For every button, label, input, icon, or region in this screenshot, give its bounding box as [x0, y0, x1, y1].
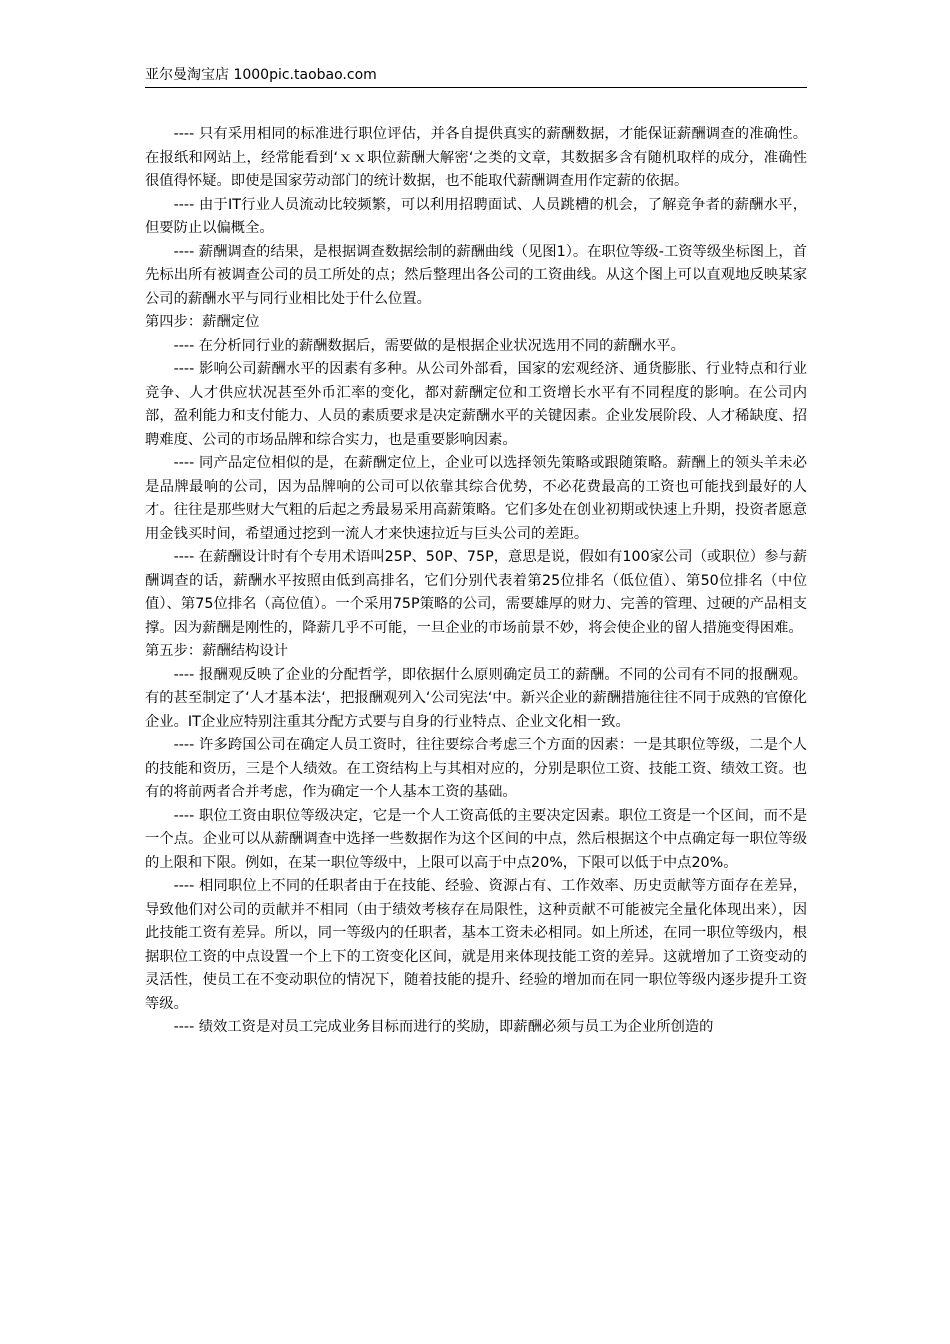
document-body — [145, 123, 807, 1040]
paragraph: ---- 报酬观反映了企业的分配哲学，即依据什么原则确定员工的薪酬。不同的公司有不同的报酬观。有的甚至制定了‘人才基本法‘，把报酬观列入‘公司宪法‘中。新兴企业的薪酬措施往往不同于成熟的官僚化企业。IT企业应特别注重其分配方式要与自身的行业特点、企业文化相一致。 — [145, 666, 807, 730]
paragraph: ---- 影响公司薪酬水平的因素有多种。从公司外部看，国家的宏观经济、通货膨胀、行业特点和行业竞争、人才供应状况甚至外币汇率的变化，都对薪酬定位和工资增长水平有不同程度的影响。在公司内部，盈利能力和支付能力、人员的素质要求是决定薪酬水平的关键因素。企业发展阶段、人才稀缺度、招聘难度、公司的市场品牌和综合实力，也是重要影响因素。 — [145, 361, 807, 448]
section-heading: 第四步：薪酬定位 — [145, 314, 260, 330]
paragraph: ---- 薪酬调查的结果，是根据调查数据绘制的薪酬曲线（见图1）。在职位等级-工资等级坐标图上，首先标出所有被调查公司的员工所处的点；然后整理出各公司的工资曲线。从这个图上可以直观地反映某家公司的薪酬水平与同行业相比处于什么位置。 — [145, 243, 807, 307]
paragraph: ---- 在薪酬设计时有个专用术语叫25P、50P、75P，意思是说，假如有100家公司（或职位）参与薪酬调查的话，薪酬水平按照由低到高排名，它们分别代表着第25位排名（低位值）、第50位排名（中位值）、第75位排名（高位值）。一个采用75P策略的公司，需要雄厚的财力、完善的管理、过硬的产品相支撑。因为薪酬是刚性的，降薪几乎不可能，一旦企业的市场前景不妙，将会使企业的留人措施变得困难。 — [145, 549, 807, 636]
page-header: 亚尔曼淘宝店 1000pic.taobao.com — [145, 66, 807, 88]
paragraph: ---- 相同职位上不同的任职者由于在技能、经验、资源占有、工作效率、历史贡献等方面存在差异，导致他们对公司的贡献并不相同（由于绩效考核存在局限性，这种贡献不可能被完全量化体现出来），因此技能工资有差异。所以，同一等级内的任职者，基本工资未必相同。如上所述，在同一职位等级内，根据职位工资的中点设置一个上下的工资变化区间，就是用来体现技能工资的差异。这就增加了工资变动的灵活性，使员工在不变动职位的情况下，随着技能的提升、经验的增加而在同一职位等级内逐步提升工资等级。 — [145, 878, 807, 1012]
paragraph: ---- 绩效工资是对员工完成业务目标而进行的奖励，即薪酬必须与员工为企业所创造的 — [173, 1019, 714, 1035]
section-heading: 第五步：薪酬结构设计 — [145, 643, 288, 659]
paragraph: ---- 只有采用相同的标准进行职位评估，并各自提供真实的薪酬数据，才能保证薪酬调查的准确性。在报纸和网站上，经常能看到‘ｘｘ职位薪酬大解密‘之类的文章，其数据多含有随机取样的成分，准确性很值得怀疑。即使是国家劳动部门的统计数据，也不能取代薪酬调查用作定薪的依据。 — [145, 126, 807, 189]
paragraph: ---- 同产品定位相似的是，在薪酬定位上，企业可以选择领先策略或跟随策略。薪酬上的领头羊未必是品牌最响的公司，因为品牌响的公司可以依靠其综合优势，不必花费最高的工资也可能找到最好的人才。往往是那些财大气粗的后起之秀最易采用高薪策略。它们多处在创业初期或快速上升期，投资者愿意用金钱买时间，希望通过挖到一流人才来快速拉近与巨头公司的差距。 — [145, 455, 807, 542]
paragraph: ---- 许多跨国公司在确定人员工资时，往往要综合考虑三个方面的因素：一是其职位等级，二是个人的技能和资历，三是个人绩效。在工资结构上与其相对应的，分别是职位工资、技能工资、绩效工资。也有的将前两者合并考虑，作为确定一个人基本工资的基础。 — [145, 737, 807, 800]
paragraph: ---- 在分析同行业的薪酬数据后，需要做的是根据企业状况选用不同的薪酬水平。 — [173, 337, 685, 354]
paragraph: ---- 由于IT行业人员流动比较频繁，可以利用招聘面试、人员跳槽的机会，了解竞争者的薪酬水平，但要防止以偏概全。 — [145, 196, 807, 236]
paragraph: ---- 职位工资由职位等级决定，它是一个人工资高低的主要决定因素。职位工资是一个区间，而不是一个点。企业可以从薪酬调查中选择一些数据作为这个区间的中点，然后根据这个中点确定每一职位等级的上限和下限。例如，在某一职位等级中，上限可以高于中点20%，下限可以低于中点20%。 — [145, 807, 807, 871]
